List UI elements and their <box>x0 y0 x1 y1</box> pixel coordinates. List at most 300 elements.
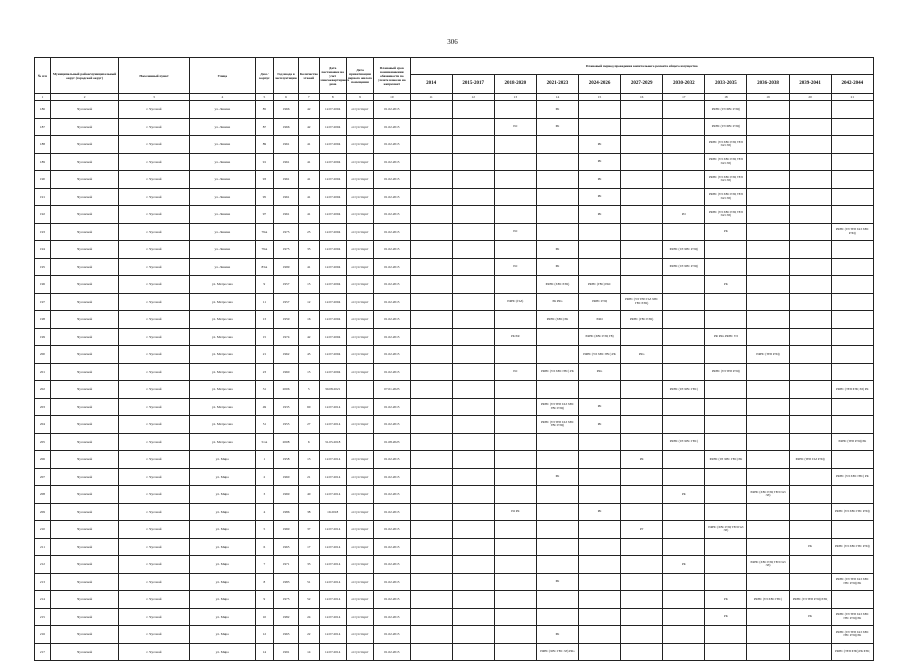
cell-plan-period <box>663 451 705 469</box>
cell-municipality: Чусовской <box>50 556 118 574</box>
cell-no: 194 <box>35 241 51 259</box>
cell-date-first: 12.07.2014 <box>319 486 346 504</box>
cell-plan-period <box>536 521 578 539</box>
cell-plan-term: 01.02.2015 <box>374 241 410 259</box>
cell-plan-period <box>494 136 536 154</box>
cell-date-privatization: отсутствует <box>346 223 373 241</box>
cell-date-privatization: отсутствует <box>346 538 373 556</box>
cell-plan-period <box>579 626 621 644</box>
cell-plan-period: РК <box>705 608 747 626</box>
cell-no: 188 <box>35 136 51 154</box>
cell-municipality: Чусовской <box>50 101 118 119</box>
cell-plan-term: 01.02.2015 <box>374 468 410 486</box>
cell-plan-period <box>494 171 536 189</box>
header-period: 2021-2023 <box>536 75 578 94</box>
column-number: 18 <box>705 94 747 101</box>
cell-year-built: 1961 <box>274 206 299 224</box>
cell-year-built: 1959 <box>274 311 299 329</box>
table-row <box>35 328 874 346</box>
cell-plan-period <box>663 503 705 521</box>
cell-plan-period <box>831 188 873 206</box>
cell-plan-period <box>789 433 831 451</box>
table-row <box>35 258 874 276</box>
cell-municipality: Чусовской <box>50 416 118 434</box>
cell-plan-period <box>410 608 452 626</box>
cell-plan-period <box>705 346 747 364</box>
cell-plan-period <box>747 118 789 136</box>
cell-plan-period <box>452 293 494 311</box>
cell-municipality: Чусовской <box>50 381 118 399</box>
cell-date-first: 12.07.2004 <box>319 328 346 346</box>
cell-plan-period <box>410 538 452 556</box>
header-period: 2039-2041 <box>789 75 831 94</box>
cell-plan-period <box>494 416 536 434</box>
cell-plan-period <box>494 556 536 574</box>
cell-house: 79А <box>255 241 273 259</box>
cell-plan-period <box>452 101 494 119</box>
cell-plan-period <box>621 328 663 346</box>
cell-plan-period: РФНС (УЛ ХВС ГВС) РК <box>705 451 747 469</box>
cell-year-built: 1975 <box>274 223 299 241</box>
cell-floors: 16 <box>299 311 319 329</box>
cell-plan-period: РК <box>536 468 578 486</box>
cell-plan-period: РФНС (УЛ ТЕП ГАЗ ХВС РЭЦ) <box>831 223 873 241</box>
cell-settlement: г. Чусовой <box>119 276 190 294</box>
cell-date-privatization: отсутствует <box>346 643 373 661</box>
cell-plan-term: 01.02.2015 <box>374 626 410 644</box>
cell-plan-period <box>579 468 621 486</box>
cell-plan-period <box>705 311 747 329</box>
cell-plan-period <box>789 556 831 574</box>
cell-floors: 37 <box>299 521 319 539</box>
cell-floors: 41 <box>299 188 319 206</box>
cell-plan-period <box>536 486 578 504</box>
cell-plan-period <box>705 398 747 416</box>
cell-plan-period <box>705 241 747 259</box>
cell-plan-period <box>705 258 747 276</box>
cell-plan-period: РК <box>536 626 578 644</box>
cell-street: ул. Ленина <box>189 241 255 259</box>
cell-plan-period <box>452 276 494 294</box>
cell-plan-period <box>621 363 663 381</box>
cell-plan-period: РК <box>536 101 578 119</box>
cell-municipality: Чусовской <box>50 171 118 189</box>
cell-house: 89 <box>255 136 273 154</box>
cell-year-built: 1960 <box>274 468 299 486</box>
cell-plan-period <box>621 608 663 626</box>
cell-municipality: Чусовской <box>50 206 118 224</box>
cell-plan-period <box>410 626 452 644</box>
cell-date-first: 12.07.2014 <box>319 591 346 609</box>
cell-plan-period: РФНС (УЛ ХВС РЭЦ ТЕП ГАЗ ЭЛ) <box>705 153 747 171</box>
header-settlement: Населенный пункт <box>119 58 190 94</box>
cell-house: 1 <box>255 451 273 469</box>
cell-no: 212 <box>35 556 51 574</box>
cell-no: 193 <box>35 223 51 241</box>
cell-plan-period <box>663 311 705 329</box>
cell-plan-period <box>452 188 494 206</box>
header-plan-group: Плановый период проведения капитального ремонта общего имущества <box>410 58 873 75</box>
cell-no: 207 <box>35 468 51 486</box>
cell-plan-period <box>663 608 705 626</box>
cell-date-first: 12.07.2014 <box>319 608 346 626</box>
header-municipality: Муниципальный район/муниципальный округ (городской округ) <box>50 58 118 94</box>
cell-plan-period: РФНС (УЛ ХВС РЭЦ) <box>663 241 705 259</box>
cell-year-built: 1961 <box>274 188 299 206</box>
cell-plan-term: 01.02.2015 <box>374 311 410 329</box>
cell-floors: 27 <box>299 416 319 434</box>
cell-plan-period <box>789 398 831 416</box>
cell-plan-period <box>663 328 705 346</box>
cell-plan-period: РФНС (УЛ ХВС ГВС РЭЦ) <box>831 503 873 521</box>
cell-plan-period <box>494 521 536 539</box>
cell-plan-period <box>621 136 663 154</box>
cell-plan-period <box>452 346 494 364</box>
cell-date-privatization: отсутствует <box>346 293 373 311</box>
cell-municipality: Чусовской <box>50 608 118 626</box>
cell-house: 11 <box>255 293 273 311</box>
cell-plan-period: РК <box>663 486 705 504</box>
cell-plan-period <box>789 293 831 311</box>
cell-plan-period: РО <box>494 363 536 381</box>
cell-no: 213 <box>35 573 51 591</box>
cell-year-built: 1962 <box>274 346 299 364</box>
cell-plan-period <box>410 381 452 399</box>
cell-plan-period <box>410 643 452 661</box>
cell-date-privatization: отсутствует <box>346 608 373 626</box>
cell-plan-period <box>831 153 873 171</box>
cell-plan-period <box>410 293 452 311</box>
cell-plan-period <box>452 573 494 591</box>
cell-plan-term: 01.02.2015 <box>374 101 410 119</box>
cell-house: 51 <box>255 416 273 434</box>
header-street: Улица <box>189 58 255 94</box>
cell-plan-period <box>789 171 831 189</box>
cell-street: ул. Мира <box>189 626 255 644</box>
cell-municipality: Чусовской <box>50 311 118 329</box>
cell-street: ул. Мира <box>189 556 255 574</box>
cell-plan-period <box>789 521 831 539</box>
table-row <box>35 591 874 609</box>
cell-municipality: Чусовской <box>50 346 118 364</box>
table-body <box>35 101 874 661</box>
cell-street: ул. Матросова <box>189 363 255 381</box>
cell-date-first: 12.07.2014 <box>319 643 346 661</box>
cell-plan-period <box>831 101 873 119</box>
cell-plan-period <box>705 433 747 451</box>
cell-plan-period <box>536 206 578 224</box>
cell-floors: 14 <box>299 643 319 661</box>
cell-date-privatization: отсутствует <box>346 276 373 294</box>
cell-plan-period: РК <box>621 451 663 469</box>
table-row <box>35 101 874 119</box>
cell-no: 209 <box>35 503 51 521</box>
cell-year-built: 1983 <box>274 573 299 591</box>
cell-plan-period <box>747 608 789 626</box>
cell-year-built: 1961 <box>274 171 299 189</box>
cell-settlement: г. Чусовой <box>119 451 190 469</box>
cell-floors: 42 <box>299 118 319 136</box>
cell-municipality: Чусовской <box>50 486 118 504</box>
cell-plan-period <box>663 136 705 154</box>
cell-plan-period <box>452 363 494 381</box>
cell-plan-term: 01.02.2015 <box>374 328 410 346</box>
table-row <box>35 626 874 644</box>
cell-street: ул. Ленина <box>189 118 255 136</box>
cell-street: ул. Мира <box>189 573 255 591</box>
cell-plan-period <box>621 171 663 189</box>
cell-plan-period: РФНС (ГВС) РКС <box>579 276 621 294</box>
cell-plan-period <box>621 381 663 399</box>
cell-street: ул. Матросова <box>189 416 255 434</box>
cell-no: 214 <box>35 591 51 609</box>
cell-plan-period <box>789 206 831 224</box>
cell-plan-period <box>831 486 873 504</box>
cell-plan-period <box>789 626 831 644</box>
table-row <box>35 486 874 504</box>
cell-plan-period: РФНС (УЛ ХВС ГВС) <box>663 381 705 399</box>
cell-date-first: 12.07.2014 <box>319 398 346 416</box>
cell-plan-term: 01.02.2015 <box>374 416 410 434</box>
cell-plan-period <box>579 573 621 591</box>
cell-year-built: 1986 <box>274 503 299 521</box>
header-plan-term: Плановый срок возникновения обязанности по уплате взносов на капремонт <box>374 58 410 94</box>
cell-plan-period <box>579 538 621 556</box>
cell-house: 31 <box>255 381 273 399</box>
cell-plan-period: РФНС (УЛ ХВС ГВС) РК <box>831 468 873 486</box>
cell-plan-period <box>494 433 536 451</box>
cell-plan-period <box>536 328 578 346</box>
cell-settlement: г. Чусовой <box>119 206 190 224</box>
cell-street: ул. Матросова <box>189 276 255 294</box>
cell-plan-period <box>789 311 831 329</box>
cell-plan-period: РК <box>536 573 578 591</box>
cell-plan-period <box>747 416 789 434</box>
cell-date-first: 12.07.2004 <box>319 118 346 136</box>
cell-date-privatization: отсутствует <box>346 346 373 364</box>
cell-settlement: г. Чусовой <box>119 591 190 609</box>
cell-floors: 21 <box>299 468 319 486</box>
cell-plan-period <box>747 223 789 241</box>
cell-street: ул. Мира <box>189 608 255 626</box>
cell-date-privatization: отсутствует <box>346 188 373 206</box>
cell-plan-period <box>747 398 789 416</box>
cell-plan-period: РФНС (ХВС РЭЦ ТЕП ГАЗ ЭЛ) <box>747 486 789 504</box>
cell-plan-period: РФНС (УЛ ТЕП ГАЗ ХВС ГВС РЭЦ) <box>536 398 578 416</box>
cell-floors: 5 <box>299 381 319 399</box>
cell-date-privatization: отсутствует <box>346 591 373 609</box>
cell-plan-period <box>579 258 621 276</box>
cell-plan-period <box>705 626 747 644</box>
cell-plan-period <box>452 223 494 241</box>
cell-date-first: 12.07.2014 <box>319 416 346 434</box>
cell-plan-period <box>579 101 621 119</box>
cell-no: 186 <box>35 101 51 119</box>
cell-date-first: 12.07.2014 <box>319 538 346 556</box>
table-row <box>35 293 874 311</box>
cell-date-first: 12.07.2014 <box>319 451 346 469</box>
cell-municipality: Чусовской <box>50 468 118 486</box>
cell-plan-period <box>452 328 494 346</box>
cell-date-privatization: отсутствует <box>346 363 373 381</box>
cell-street: ул. Мира <box>189 591 255 609</box>
cell-plan-period <box>452 643 494 661</box>
table-row <box>35 468 874 486</box>
cell-date-first: 12.07.2004 <box>319 101 346 119</box>
table-row <box>35 276 874 294</box>
cell-plan-term: 01.02.2015 <box>374 276 410 294</box>
cell-plan-period <box>831 363 873 381</box>
cell-date-privatization: отсутствует <box>346 136 373 154</box>
cell-floors: 51 <box>299 573 319 591</box>
header-period: 2030-2032 <box>663 75 705 94</box>
cell-plan-period <box>452 486 494 504</box>
cell-plan-period <box>747 328 789 346</box>
cell-house: 21 <box>255 346 273 364</box>
table-row <box>35 118 874 136</box>
cell-plan-period <box>831 276 873 294</box>
header-floors: Количество этажей <box>299 58 319 94</box>
cell-plan-period: РФНС (УЛ ХВС РЭЦ) <box>705 101 747 119</box>
cell-plan-period <box>536 171 578 189</box>
cell-settlement: г. Чусовой <box>119 346 190 364</box>
cell-floors: 41 <box>299 258 319 276</box>
cell-year-built: 1974 <box>274 328 299 346</box>
cell-plan-period <box>494 398 536 416</box>
cell-house: 9 <box>255 591 273 609</box>
cell-plan-period <box>747 293 789 311</box>
cell-plan-period <box>663 538 705 556</box>
cell-plan-term: 01.02.2015 <box>374 258 410 276</box>
cell-plan-period <box>410 241 452 259</box>
column-number: 4 <box>189 94 255 101</box>
header-no: № п/п <box>35 58 51 94</box>
cell-plan-period <box>410 171 452 189</box>
cell-plan-period <box>747 626 789 644</box>
cell-plan-period: РФНС РЭЦ <box>579 293 621 311</box>
cell-year-built: 2006 <box>274 381 299 399</box>
cell-plan-period <box>536 608 578 626</box>
cell-floors: 25 <box>299 223 319 241</box>
cell-plan-period <box>579 591 621 609</box>
cell-settlement: г. Чусовой <box>119 223 190 241</box>
cell-plan-period <box>536 223 578 241</box>
cell-year-built: 1999 <box>274 258 299 276</box>
cell-settlement: г. Чусовой <box>119 398 190 416</box>
table-row <box>35 556 874 574</box>
cell-plan-period <box>494 101 536 119</box>
cell-plan-period: РФНС (ХВС РЭЦ ТЕП ГАЗ ЭЛ) <box>747 556 789 574</box>
cell-year-built: 1957 <box>274 293 299 311</box>
cell-plan-period: РФо <box>579 363 621 381</box>
cell-settlement: г. Чусовой <box>119 363 190 381</box>
cell-plan-period <box>747 311 789 329</box>
cell-plan-period <box>789 258 831 276</box>
cell-plan-period <box>410 556 452 574</box>
cell-plan-term: 01.08.2023 <box>374 433 410 451</box>
cell-date-first: 30.08.2021 <box>319 381 346 399</box>
cell-date-first: 12.07.2004 <box>319 241 346 259</box>
cell-plan-period <box>452 241 494 259</box>
cell-plan-period <box>452 521 494 539</box>
cell-plan-period <box>621 118 663 136</box>
cell-plan-period <box>452 118 494 136</box>
cell-municipality: Чусовской <box>50 521 118 539</box>
cell-municipality: Чусовской <box>50 451 118 469</box>
cell-plan-term: 01.02.2015 <box>374 591 410 609</box>
column-number: 21 <box>831 94 873 101</box>
cell-house: 79А <box>255 223 273 241</box>
cell-plan-period <box>621 538 663 556</box>
cell-plan-period <box>536 381 578 399</box>
cell-plan-period <box>494 346 536 364</box>
cell-plan-period: РФНС (ТЕП РЭЦ) <box>747 346 789 364</box>
cell-plan-period <box>410 276 452 294</box>
cell-municipality: Чусовской <box>50 538 118 556</box>
cell-date-first: 12.07.2004 <box>319 258 346 276</box>
cell-year-built: 1982 <box>274 608 299 626</box>
cell-floors: 42 <box>299 101 319 119</box>
cell-house: 7 <box>255 556 273 574</box>
cell-plan-period: РФНС (ХВС РЭЦ ТЕП ГАЗ ЭЛ) <box>705 521 747 539</box>
cell-plan-period <box>494 643 536 661</box>
cell-plan-period <box>789 188 831 206</box>
cell-no: 205 <box>35 433 51 451</box>
cell-street: ул. Мира <box>189 643 255 661</box>
cell-no: 215 <box>35 608 51 626</box>
cell-plan-period: РФНС (УЛ ХВС РЭЦ ТЕП ГАЗ ЭЛ) <box>705 188 747 206</box>
cell-plan-period: РФНС (УЛ ХВС ГВС) РК <box>536 363 578 381</box>
cell-plan-term: 01.02.2015 <box>374 503 410 521</box>
cell-plan-period: РФНС (ТЕП РЭЦ ЭЛ) РК <box>831 381 873 399</box>
cell-plan-period <box>494 311 536 329</box>
cell-plan-term: 01.02.2015 <box>374 223 410 241</box>
cell-plan-period <box>663 293 705 311</box>
cell-plan-period <box>452 381 494 399</box>
column-number: 1 <box>35 94 51 101</box>
table-row <box>35 188 874 206</box>
cell-plan-term: 01.02.2015 <box>374 153 410 171</box>
cell-plan-period <box>452 626 494 644</box>
cell-plan-period <box>452 171 494 189</box>
cell-plan-period <box>494 153 536 171</box>
cell-plan-period <box>536 556 578 574</box>
cell-plan-term: 01.02.2015 <box>374 486 410 504</box>
cell-date-privatization: отсутствует <box>346 118 373 136</box>
cell-plan-period <box>789 573 831 591</box>
cell-street: ул. Ленина <box>189 206 255 224</box>
cell-plan-period: РФНС (УЛ ХВС ГВС) РК <box>579 346 621 364</box>
cell-house: 87 <box>255 118 273 136</box>
cell-plan-period <box>452 136 494 154</box>
cell-municipality: Чусовской <box>50 188 118 206</box>
cell-settlement: г. Чусовой <box>119 136 190 154</box>
cell-date-first: 19.2018 <box>319 503 346 521</box>
cell-plan-period <box>789 223 831 241</box>
cell-plan-period: РФО <box>579 311 621 329</box>
cell-plan-term: 01.02.2015 <box>374 451 410 469</box>
cell-date-first: 12.07.2014 <box>319 573 346 591</box>
cell-house: 8 <box>255 573 273 591</box>
cell-plan-period: РФНС (ХВС ГВС ЭЛ) РФо <box>536 643 578 661</box>
cell-plan-term: 01.02.2015 <box>374 293 410 311</box>
cell-plan-period <box>747 363 789 381</box>
cell-plan-term: 01.02.2015 <box>374 398 410 416</box>
cell-house: 9 <box>255 276 273 294</box>
cell-plan-term: 01.02.2015 <box>374 363 410 381</box>
column-number: 9 <box>346 94 373 101</box>
cell-plan-period <box>410 521 452 539</box>
